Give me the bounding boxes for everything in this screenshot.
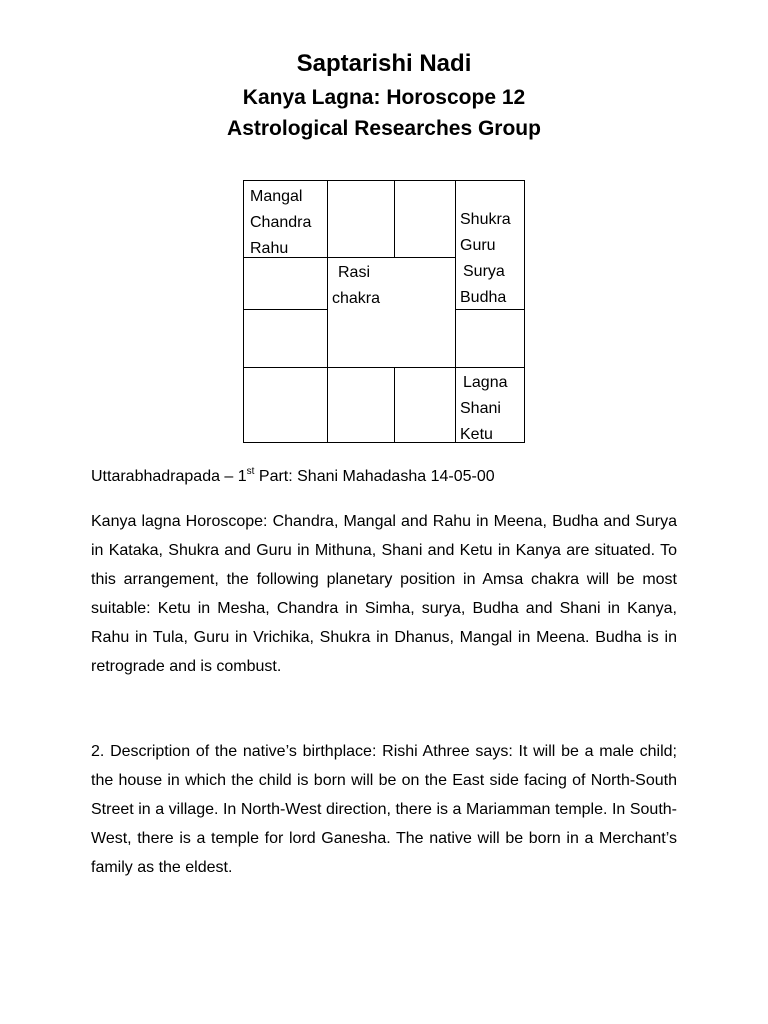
planet-label: Shukra <box>460 211 511 228</box>
planet-label: Chandra <box>250 214 312 231</box>
paragraph-birthplace: 2. Description of the native’s birthplace: Rishi Athree says: It will be a male child; the house in which the child is born will be on the East side facing of North-South Street in a village. In North-West direction, there is a Mariamman temple. In South-West, there is a temple for lord Ganesha. The native will be born in a Merchant’s family as the eldest. <box>91 743 677 876</box>
rasi-chakra-chart <box>243 180 525 443</box>
document-title: Saptarishi Nadi <box>296 50 472 77</box>
planet-label: Mangal <box>250 188 303 205</box>
chart-cell-vrishabha <box>395 181 456 258</box>
planet-label: Rahu <box>250 240 289 257</box>
chart-center <box>328 258 456 368</box>
planet-label: Ketu <box>460 426 493 443</box>
center-label: Rasi <box>338 264 371 281</box>
planet-label: Guru <box>460 237 496 254</box>
chart-cell-dhanus <box>244 368 328 443</box>
center-label: chakra <box>332 290 381 307</box>
planet-label: Lagna <box>463 374 508 391</box>
planet-label: Shani <box>460 400 501 417</box>
chart-cell-kanya <box>456 368 525 443</box>
dasha-ordinal: st <box>246 466 255 477</box>
document-subtitle: Kanya Lagna: Horoscope 12 <box>242 86 526 109</box>
chart-cell-meena <box>244 181 328 258</box>
chart-cell-mithuna <box>456 181 525 310</box>
dasha-suffix: Part: Shani Mahadasha 14-05-00 <box>254 468 495 485</box>
document-group: Astrological Researches Group <box>227 117 541 140</box>
chart-cell-vrischika <box>328 368 395 443</box>
chart-cell-simha <box>456 310 525 368</box>
chart-cell-makara <box>244 310 328 368</box>
paragraph-horoscope: Kanya lagna Horoscope: Chandra, Mangal and Rahu in Meena, Budha and Surya in Kataka, Shukra and Guru in Mithuna, Shani and Ketu in Kanya are situated. To this arrangement, the following planetary position in Amsa chakra will be most suitable: Ketu in Mesha, Chandra in Simha, surya, Budha and Shani in Kanya, Rahu in Tula, Guru in Vrichika, Shukra in Dhanus, Mangal in Meena. Budha is in retrograde and is combust. <box>91 513 677 675</box>
dasha-line <box>91 466 495 486</box>
chart-cell-tula <box>395 368 456 443</box>
chart-cell-kumbha <box>244 258 328 310</box>
planet-label: Surya <box>463 263 505 280</box>
planet-label: Budha <box>460 289 507 306</box>
dasha-prefix: Uttarabhadrapada – 1 <box>91 468 247 485</box>
chart-cell-mesha <box>328 181 395 258</box>
